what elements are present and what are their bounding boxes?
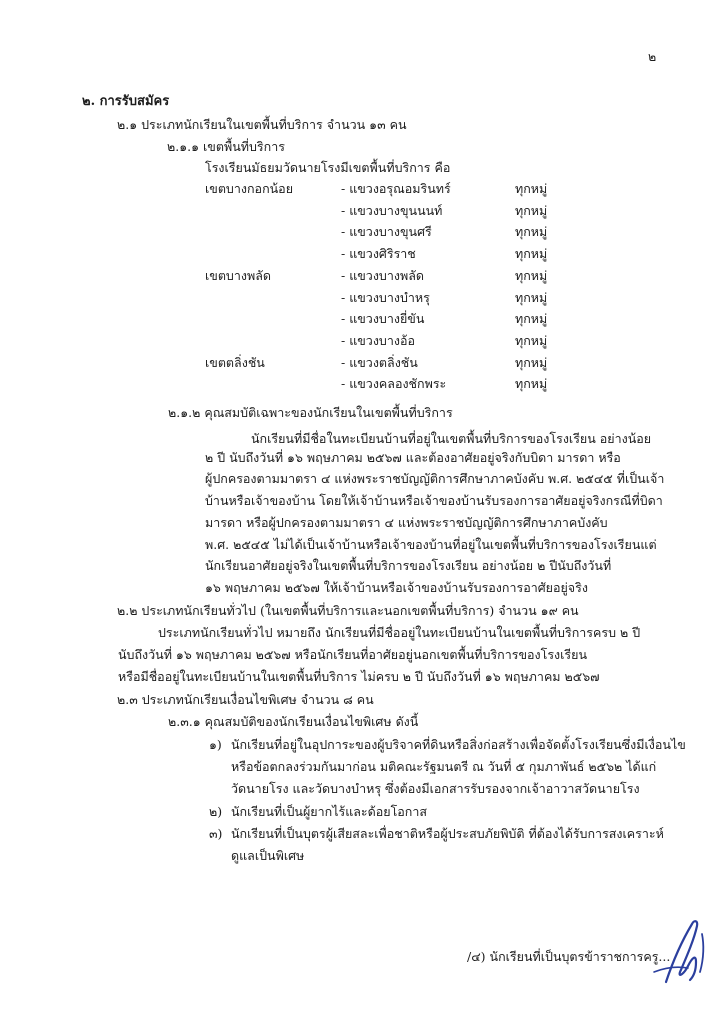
section-2-1-2-heading: ๒.๑.๒ คุณสมบัติเฉพาะของนักเรียนในเขตพื้นที่บริการ <box>168 405 453 420</box>
list-item-number: ๓) <box>209 826 223 841</box>
area-subdistrict: - แขวงตลิ่งชัน <box>341 354 418 370</box>
area-subdistrict: - แขวงบางบำหรุ <box>341 289 430 305</box>
paragraph-line <box>251 429 702 449</box>
section-2-1-1-heading: ๒.๑.๑ เขตพื้นที่บริการ <box>167 139 285 154</box>
paragraph-line: ประเภทนักเรียนทั่วไป หมายถึง นักเรียนที่มีชื่ออยู่ในทะเบียนบ้านในเขตพื้นที่บริการครบ ๒ ปี <box>158 625 641 640</box>
area-scope: ทุกหมู่ <box>515 224 548 240</box>
area-district: เขตตลิ่งชัน <box>205 354 265 370</box>
footer-continuation: /๔) นักเรียนที่เป็นบุตรข้าราชการครู... <box>467 949 671 964</box>
area-scope: ทุกหมู่ <box>515 376 548 392</box>
area-district: เขตบางพลัด <box>205 267 272 283</box>
area-subdistrict: - แขวงบางยี่ขัน <box>341 311 425 327</box>
list-item-line: วัดนายโรง และวัดบางบำหรุ ซึ่งต้องมีเอกสารรับรองจากเจ้าอาวาสวัดนายโรง <box>231 781 640 796</box>
area-scope: ทุกหมู่ <box>515 267 548 283</box>
area-subdistrict: - แขวงศิริราช <box>341 246 416 262</box>
paragraph-line: พ.ศ. ๒๕๔๕ ไม่ได้เป็นเจ้าบ้านหรือเจ้าของบ้านที่อยู่ในเขตพื้นที่บริการของโรงเรียนแต่ <box>205 537 657 552</box>
area-scope: ทุกหมู่ <box>515 246 548 262</box>
section-2-3-1-heading: ๒.๓.๑ คุณสมบัติของนักเรียนเงื่อนไขพิเศษ ดังนี้ <box>168 714 419 729</box>
section-2-2-heading: ๒.๒ ประเภทนักเรียนทั่วไป (ในเขตพื้นที่บริการและนอกเขตพื้นที่บริการ) จำนวน ๑๙ คน <box>117 603 579 618</box>
area-scope: ทุกหมู่ <box>515 354 548 370</box>
area-subdistrict: - แขวงบางขุนศรี <box>341 224 432 240</box>
page-number: ๒ <box>648 49 657 64</box>
list-item-line: หรือข้อตกลงร่วมกันมาก่อน มติคณะรัฐมนตรี ณ วันที่ ๕ กุมภาพันธ์ ๒๕๖๒ ได้แก่ <box>231 759 657 774</box>
paragraph-line: ผู้ปกครองตามมาตรา ๔ แห่งพระราชบัญญัติการศึกษาภาคบังคับ พ.ศ. ๒๕๔๕ ที่เป็นเจ้า <box>205 471 665 486</box>
paragraph-line: ๒ ปี นับถึงวันที่ ๑๖ พฤษภาคม ๒๕๖๗ และต้องอาศัยอยู่จริงกับบิดา มารดา หรือ <box>205 450 621 465</box>
area-scope: ทุกหมู่ <box>515 289 548 305</box>
list-item-number: ๒) <box>209 804 223 819</box>
area-subdistrict: - แขวงบางขุนนนท์ <box>341 202 443 218</box>
area-scope: ทุกหมู่ <box>515 202 548 218</box>
section-2-1-heading: ๒.๑ ประเภทนักเรียนในเขตพื้นที่บริการ จำนวน ๑๓ คน <box>117 117 407 132</box>
list-item-line: นักเรียนที่เป็นผู้ยากไร้และด้อยโอกาส <box>231 804 428 819</box>
list-item-line: ดูแลเป็นพิเศษ <box>231 848 305 863</box>
list-item-line: นักเรียนที่อยู่ในอุปการะของผู้บริจาคที่ดินหรือสิ่งก่อสร้างเพื่อจัดตั้งโรงเรียนซึ่งมีเงื่อนไข <box>231 737 686 752</box>
paragraph-line: บ้านหรือเจ้าของบ้าน โดยให้เจ้าบ้านหรือเจ้าของบ้านรับรองการอาศัยอยู่จริงกรณีที่บิดา <box>205 493 663 508</box>
list-item-line: นักเรียนที่เป็นบุตรผู้เสียสละเพื่อชาติหรือผู้ประสบภัยพิบัติ ที่ต้องได้รับการสงเคราะห์ <box>231 826 664 841</box>
area-scope: ทุกหมู่ <box>515 181 548 196</box>
paragraph-line: มารดา หรือผู้ปกครองตามมาตรา ๔ แห่งพระราชบัญญัติการศึกษาภาคบังคับ <box>205 515 608 530</box>
section-title: ๒. การรับสมัคร <box>82 94 170 109</box>
list-item-number: ๑) <box>209 737 222 752</box>
area-subdistrict: - แขวงอรุณอมรินทร์ <box>341 181 451 196</box>
paragraph-line: นักเรียนอาศัยอยู่จริงในเขตพื้นที่บริการของโรงเรียน อย่างน้อย ๒ ปีนับถึงวันที่ <box>205 558 612 573</box>
paragraph-line: นับถึงวันที่ ๑๖ พฤษภาคม ๒๕๖๗ หรือนักเรียนที่อาศัยอยู่นอกเขตพื้นที่บริการของโรงเรียน <box>118 647 588 662</box>
area-subdistrict: - แขวงบางอ้อ <box>341 332 415 348</box>
area-subdistrict: - แขวงคลองชักพระ <box>341 376 447 392</box>
area-scope: ทุกหมู่ <box>515 332 548 348</box>
signature-icon <box>650 914 712 990</box>
area-subdistrict: - แขวงบางพลัด <box>341 267 424 283</box>
section-2-3-heading: ๒.๓ ประเภทนักเรียนเงื่อนไขพิเศษ จำนวน ๘ คน <box>117 692 374 707</box>
paragraph-line: ๑๖ พฤษภาคม ๒๕๖๗ ให้เจ้าบ้านหรือเจ้าของบ้านรับรองการอาศัยอยู่จริง <box>205 580 588 595</box>
area-scope: ทุกหมู่ <box>515 311 548 327</box>
service-area-intro: โรงเรียนมัธยมวัดนายโรงมีเขตพื้นที่บริการ คือ <box>205 160 451 175</box>
area-district: เขตบางกอกน้อย <box>205 181 294 196</box>
text-line: นักเรียนที่มีชื่อในทะเบียนบ้านที่อยู่ในเขตพื้นที่บริการของโรงเรียน อย่างน้อย <box>251 431 652 446</box>
paragraph-line: หรือมีชื่ออยู่ในทะเบียนบ้านในเขตพื้นที่บริการ ไม่ครบ ๒ ปี นับถึงวันที่ ๑๖ พฤษภาคม ๒๕๖๗ <box>118 669 600 684</box>
